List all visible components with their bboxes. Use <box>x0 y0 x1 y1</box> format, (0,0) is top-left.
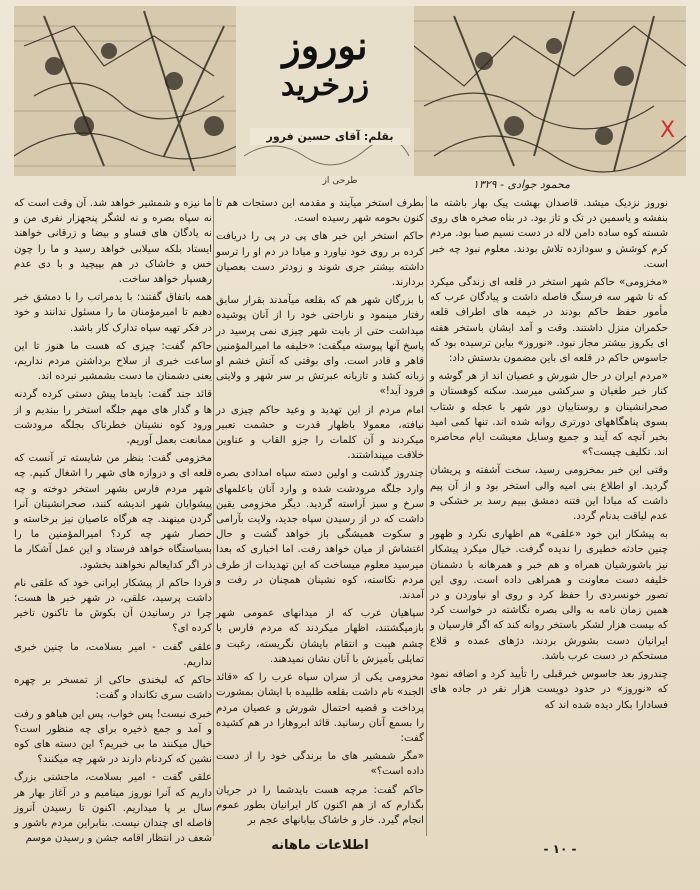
paragraph: با بزرگان شهر هم که بقلعه میآمدند بقرار سابق رفتار مینمود و ناراحتی خود را از آنان پوشیده میداشت حتی از بابت شهر چیزی نمی پرسید در پاسخ آنها پیوسته میگفت: «خلیفه ما امیرالمؤمنین قاهر و قادر است. وای بوقتی که آتش خشم او زبانه کشد و تازیانه عبرتش بر سر شهر و ولایتی فرود آید!» <box>216 295 424 398</box>
paragraph: مخزومی یکی از سران سپاه عرب را که «قائد الجند» نام داشت بقلعه طلبیده با ایشان بمشورت پرداخت و قضیه احتمال شورش و عصیان مردم را بسمع آنان رسانید. قائد ابروهارا در هم کشیده گفت: <box>216 672 424 744</box>
page-number: - ۱۰ - <box>543 842 577 856</box>
article-title <box>250 24 400 144</box>
paragraph: قائد جند گفت: بایدما پیش دستی کرده گردنه ها و گدار های مهم جلگه استخر را ببندیم و از ورود کوه نشینان خطرناک بجلگه مرودشت ممانعت بعمل آوریم. <box>14 389 212 447</box>
text-column-left <box>14 196 212 845</box>
paragraph: به پیشکار این خود «علقی» هم اظهاری نکرد و ظهور چنین حادثه خطیری را ندیده گرفت. خیال میکرد پیشکار نیز باشورشیان همراه و هم خبر و همرهانه با دشمنان خلیفه دست معاونت و همراهی داده است. روی این تصور خونسردی را حفظ کرد و روی او نیاوردن و در همین زمان نامه به والی بصره نگاشته در خواست کرد که بیست هزار لشکر باستخر روانه کند که اگر فارسیان و ایرانیان دست بشورش بردند، دژهای عمده و قلاع مستحکم در دست عرب باشد. <box>430 529 668 662</box>
paragraph: حاکم گفت: مرچه هست بایدشما را در جریان بگذارم که از هم اکنون کار ایرانیان بطور عموم انجام گیرد. خار و خاشاک بیابانهای عجم بر <box>216 784 424 826</box>
column-divider <box>213 196 214 836</box>
illustrator-signature: محمود جوادی - ۱۳۲۹ <box>472 178 570 191</box>
column-divider <box>426 196 427 836</box>
author-byline: بقلم: آقای حسین فرور <box>250 128 410 145</box>
paragraph: حاکم گفت: چیزی که هست ما هنوز تا این ساعت خبری از سلاح برداشتن مردم نداریم، یعنی دشمنان ما دست بشمشیر نبرده اند. <box>14 340 212 383</box>
paragraph: چندروز گذشت و اولین دسته سپاه امدادی بصره وارد جلگه مرودشت شده و وارد آنان باعلمهای سرخ و سبز آراسته گردید. دیگر مخزومی یقین داشت که در از رسیدن سپاه جدید، ولایت بآرامی و سکوت همیشگی باز خواهد گشت و حال اغتشاش از میان خواهد رفت. اما اخباری که بعدا میرسید معلوم میساخت که این تهدیدات از طرف مردم نکاسته، کوه نشینان همچنان در رفت و آمدند. <box>216 468 424 602</box>
paragraph: چندروز بعد جاسوس خبرقبلی را تأیید کرد و اضافه نمود که «نوروز» در حدود دویست هزار نفر در جاده های فسادارا بکار دیده شده اند که <box>430 669 668 711</box>
paragraph: سپاهیان عرب که از میدانهای عمومی شهر بازمیگشتند، اظهار میکردند که مردم فارس با چشم هیبت و انتقام بایشان نگریسته، رغبت و تمایلی بآمیزش با آنان نشان نمیدهند. <box>216 608 424 665</box>
paragraph: حاکم که لبخندی حاکی از تمسخر بر چهره داشت سری تکانداد و گفت: <box>14 675 212 702</box>
title-line-2: زرخرید <box>280 68 370 103</box>
paragraph: علقی گفت - امیر بسلامت، ماجشنی بزرگ داریم که آنرا نوروز مینامیم و در آغاز بهار هر سال بر پا میداریم. اکنون تا رسیدن آنروز فاصله ای چندان نیست. بنابراین مردم باشور و شعف در انتظار اقامه جشن و رسیدن موسم <box>14 772 212 845</box>
paragraph: امام مردم از این تهدید و وعید حاکم چیزی در نیافته، معمولا باظهار قدرت و حشمت تعبیر میکردند و آن کلمات را جزو القاب و عناوین خلافت میپنداشتند. <box>216 404 424 462</box>
paragraph: نوروز نزدیک میشد. قاصدان بهشت پیک بهار باشته ما بنفشه و یاسمین در تک و تاز بود. در بناه صخره های روی شسته کوه ساده دامن لاله در دست نسیم صبا بود. مردم کرم کوشش و سودازده تلاش بودند. معلوم نبود چه خبر است. <box>430 198 668 270</box>
paragraph: همه باتفاق گفتند: با یدمراتب را با دمشق خبر دهیم تا امیرمؤمنان ما را مسئول ندانند و خود در فکر تهیه سپاه تدارک کار باشد. <box>14 292 212 334</box>
paragraph: علقی گفت - امیر بسلامت، ما چنین خبری نداریم. <box>14 641 212 668</box>
paragraph: «مخزومی» حاکم شهر استخر در قلعه ای زندگی میکرد که تا شهر سه فرسنگ فاصله داشت و پیادگان عرب که مأمور حفظ حاکم بودند در خیمه های اطراف قلعه حکمران منزل داشتند. وقت و آمد ایشان باستخر هفته ای یکروز بیشتر مجاز نبود. «نوروز» بیاین ترسیده بود که جاسوس حاکم در قلعه ای باین مضمون بدستش داد: <box>430 277 668 365</box>
paragraph: مخزومی گفت: بنظر من شایسته تر آنست که قلعه ای و دروازه های شهر را اشغال کنیم. چه شهر مردم فارس بشهر استخر دوخته و چه پیشوایان شهر اندیشه کنند، صحرانشینان آنرا گردن مینهند. چه هرگاه عاصیان نیز برخاسته و حصار شهر چه کرد؟ امیرالمؤمنین ما را بسیاستگاه خواهد فرستاد و این عمل آشکار ما در اگر کدایعالم نخواهند بخشود. <box>14 453 212 571</box>
publication-name: اطلاعات ماهانه <box>271 838 369 853</box>
paragraph: وقتی این خبر بمخزومی رسید، سخت آشفته و پریشان گردید. او اطلاع بنی امیه والی استخر بود و از آن پیم داشت که مبادا این فتنه دمشق ببیم رسد بر خشکی و عدم لیاقت بدنام گردد. <box>430 465 668 523</box>
paragraph: بطرف استخر میآیند و مقدمه این دستجات هم تا کنون بحومه شهر رسیده است. <box>216 198 424 225</box>
margin-red-mark: X <box>660 118 676 143</box>
paragraph: ما نیزه و شمشیر خواهد شد. آن وقت است که نه سپاه بصره و نه لشگر پنجهزار نفری من و نه یادگان های فساو و بیضا و زرقانی خواهند ایستاد بلکه سیلابی خواهد رسید و ما را چون خس و خاشاک در هم بپیچید و با دی عدم رهسپار خواهد ساخت. <box>14 198 212 286</box>
text-column-middle <box>216 196 424 836</box>
paragraph: حاکم استخر این خبر های پی در پی را دریافت کرده بر روی خود نیاورد و مبادا در دم او را ترسو داشته بیشتر جری شوند و زودتر دست بعصیان بردارند. <box>216 231 424 289</box>
paragraph: «مردم ایران در حال شورش و عصیان اند از هر گوشه و کنار خبر طغیان و سرکشی میرسد. سکنه کوهستان و صحرانشینان و روستاییان دور شهر با عجله و شتاب بسوی پناهگاههای دورتری روانه شده اند. تنها کمی امید بخبر آنچه که آیند و جمیع وسایل معیشت ایام محاصره اند. تکلیف چیست؟» <box>430 371 668 459</box>
text-column-right <box>430 196 668 836</box>
paragraph: «مگر شمشیر های ما برندگی خود را از دست داده است؟» <box>216 751 424 778</box>
paragraph: خبری نیست! پس خواب، پس این هیاهو و رفت و آمد و جمع ذخیره برای چه منظور است؟ خیال میکنند ما بی خبریم؟ این دسته های کوه نشین که کردنام دارند در شهر چه میکنند؟ <box>14 708 212 766</box>
header-illustration <box>14 6 686 176</box>
title-line-1: نوروز <box>282 23 368 68</box>
paragraph: فردا حاکم از پیشکار ایرانی خود که علقی نام داشت پرسید، علقی، در شهر خبر ها هست؛ چرا در رسانیدن آن بکوش ما تاکنون تاخیر کرده ای؟ <box>14 577 212 635</box>
illustration-caption: طرحی از <box>322 176 358 186</box>
